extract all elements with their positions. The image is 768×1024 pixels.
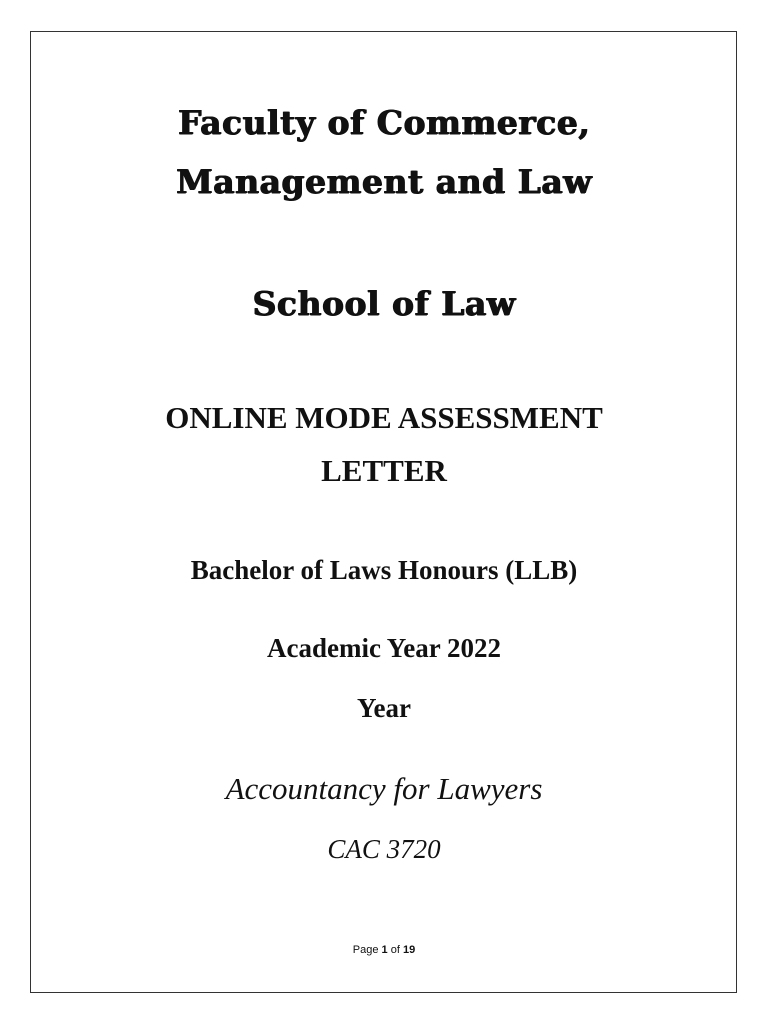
course-name: Accountancy for Lawyers [225,771,543,806]
course-code-number: 3720 [386,834,441,864]
footer-page-word: Page [352,944,379,956]
school-title: School of Law [252,284,516,323]
faculty-title-line-2: Management and Law [176,162,592,201]
footer-of-word: of [390,944,400,956]
academic-year: Academic Year 2022 [267,633,501,663]
footer-current-page: 1 [381,944,388,956]
year-label: Year [357,693,411,723]
page-number-footer [0,944,768,956]
letter-title-line-1: ONLINE MODE ASSESSMENT [165,400,603,435]
programme-name: Bachelor of Laws Honours (LLB) [190,555,578,585]
footer-total-pages: 19 [402,944,416,956]
faculty-title-line-1: Faculty of Commerce, [177,103,591,142]
course-code-prefix: CAC [327,834,387,864]
course-code [0,834,768,865]
letter-title-line-2: LETTER [321,453,447,488]
